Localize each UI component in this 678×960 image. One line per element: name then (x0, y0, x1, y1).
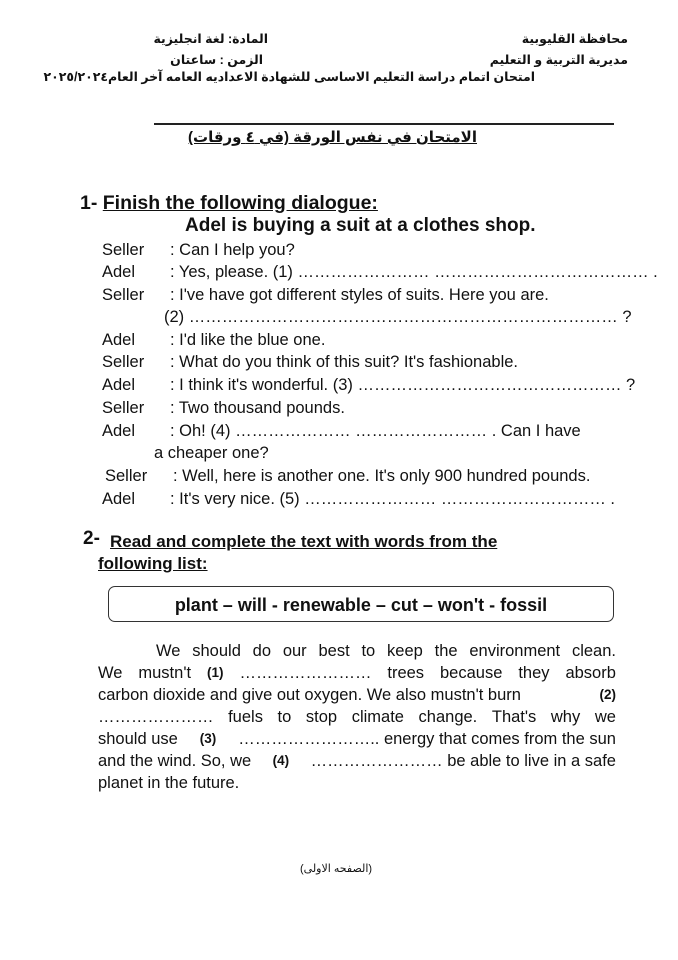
exam-note: الامتحان في نفس الورقة (في ٤ ورقات) (188, 129, 477, 146)
word: That's (491, 708, 537, 726)
word: to (361, 642, 376, 660)
time-label: الزمن : ساعتان (170, 53, 263, 67)
q2-title-line1: Read and complete the text with words from the (110, 532, 498, 551)
dialogue-line (164, 308, 632, 327)
word: because (440, 664, 503, 682)
dialogue-line (102, 422, 581, 441)
word: our (282, 642, 307, 660)
dialogue-text: (2) …………………………………………………………………… ? (164, 308, 632, 326)
paragraph-line (98, 640, 616, 662)
speaker: Adel (102, 331, 136, 349)
dialogue-line (102, 490, 615, 509)
paragraph-line (98, 750, 616, 772)
word: We (98, 664, 123, 682)
blank-number: (3) (199, 731, 217, 746)
dialogue-line (102, 331, 325, 350)
dialogue-line (102, 263, 658, 282)
dialogue-text: a cheaper one? (154, 444, 269, 462)
blank-number: (4) (272, 753, 290, 768)
exam-title: امتحان اتمام دراسة التعليم الاساسى للشهادة الاعداديه العامه آخر العام٢٠٢٥/٢٠٢٤ (43, 70, 535, 84)
dialogue-text: : Two thousand pounds. (170, 399, 345, 417)
dialogue-line (102, 399, 345, 418)
governorate-label: محافظة القليوبية (521, 32, 628, 46)
q1-title: Finish the following dialogue: (102, 192, 378, 214)
dialogue-line (102, 241, 295, 260)
word: why (550, 708, 581, 726)
word: climate (351, 708, 404, 726)
blank: …………………… (239, 664, 372, 682)
text-fragment: …………………… be able to live in a safe (310, 752, 616, 770)
paragraph-line (98, 662, 616, 684)
word: trees (387, 664, 425, 682)
text-fragment: planet in the future. (98, 774, 240, 792)
dialogue-text: : Oh! (4) ………………… …………………… . Can I have (170, 422, 581, 440)
dialogue-text: : Well, here is another one. It's only 900 hundred pounds. (173, 467, 591, 485)
directorate-label: مديرية التربية و التعليم (489, 53, 628, 67)
dialogue-text: : I'd like the blue one. (170, 331, 326, 349)
header-divider (154, 123, 614, 125)
speaker: Seller (105, 467, 148, 485)
word: change. (418, 708, 478, 726)
dialogue-line (105, 467, 590, 486)
speaker: Adel (102, 376, 136, 394)
dialogue-text: : It's very nice. (5) …………………… ………………………… . (170, 490, 616, 508)
dialogue-text: : What do you think of this suit? It's fashionable. (170, 353, 519, 371)
word: clean. (571, 642, 616, 660)
word: should (192, 642, 241, 660)
paragraph-line (98, 772, 616, 794)
dialogue-line (102, 353, 518, 372)
speaker: Seller (102, 353, 145, 371)
speaker: Seller (102, 241, 145, 259)
q1-heading (80, 192, 378, 215)
text-fragment: …………………….. energy that comes from the sun (238, 730, 616, 748)
word-list-box (108, 586, 614, 622)
q2-title-line2: following list: (98, 554, 208, 573)
dialogue-text: : I think it's wonderful. (3) ………………………………………… ? (170, 376, 636, 394)
dialogue-text: : Can I help you? (170, 241, 295, 259)
word: do (252, 642, 272, 660)
q1-situation: Adel is buying a suit at a clothes shop. (185, 215, 536, 236)
blank-number: (1) (207, 665, 224, 680)
speaker: Seller (102, 399, 145, 417)
dialogue-line (102, 376, 635, 395)
q2-number: 2- (83, 528, 100, 549)
dialogue-text: : Yes, please. (1) …………………… ………………………………… . (170, 263, 658, 281)
dialogue-text: : I've have got different styles of suits. Here you are. (170, 286, 549, 304)
speaker: Adel (102, 263, 136, 281)
blank-number: (2) (599, 687, 616, 702)
word: fuels (228, 708, 263, 726)
q1-number: 1- (80, 192, 98, 214)
word: environment (469, 642, 561, 660)
text-fragment: and the wind. So, we (98, 752, 252, 770)
word: to (277, 708, 292, 726)
dialogue-line (154, 444, 269, 463)
paragraph-line (98, 706, 616, 728)
word: keep (387, 642, 423, 660)
word-list: plant – will - renewable – cut – won't - fossil (174, 595, 548, 615)
dialogue-line (102, 286, 549, 305)
word: absorb (565, 664, 616, 682)
text-fragment: carbon dioxide and give out oxygen. We also mustn't burn (98, 686, 521, 704)
q2-paragraph (98, 640, 616, 794)
subject-label: المادة: لغة انجليزية (153, 32, 268, 46)
blank: ………………… (98, 708, 214, 726)
word: the (434, 642, 458, 660)
word: we (594, 708, 616, 726)
word: they (518, 664, 550, 682)
word: best (318, 642, 350, 660)
text-fragment: should use (98, 730, 178, 748)
page-footer: (الصفحه الاولى) (300, 863, 373, 875)
word: We (156, 642, 181, 660)
word: stop (305, 708, 338, 726)
speaker: Seller (102, 286, 145, 304)
word: mustn't (138, 664, 192, 682)
speaker: Adel (102, 490, 136, 508)
paragraph-line (98, 684, 616, 706)
paragraph-line (98, 728, 616, 750)
speaker: Adel (102, 422, 136, 440)
